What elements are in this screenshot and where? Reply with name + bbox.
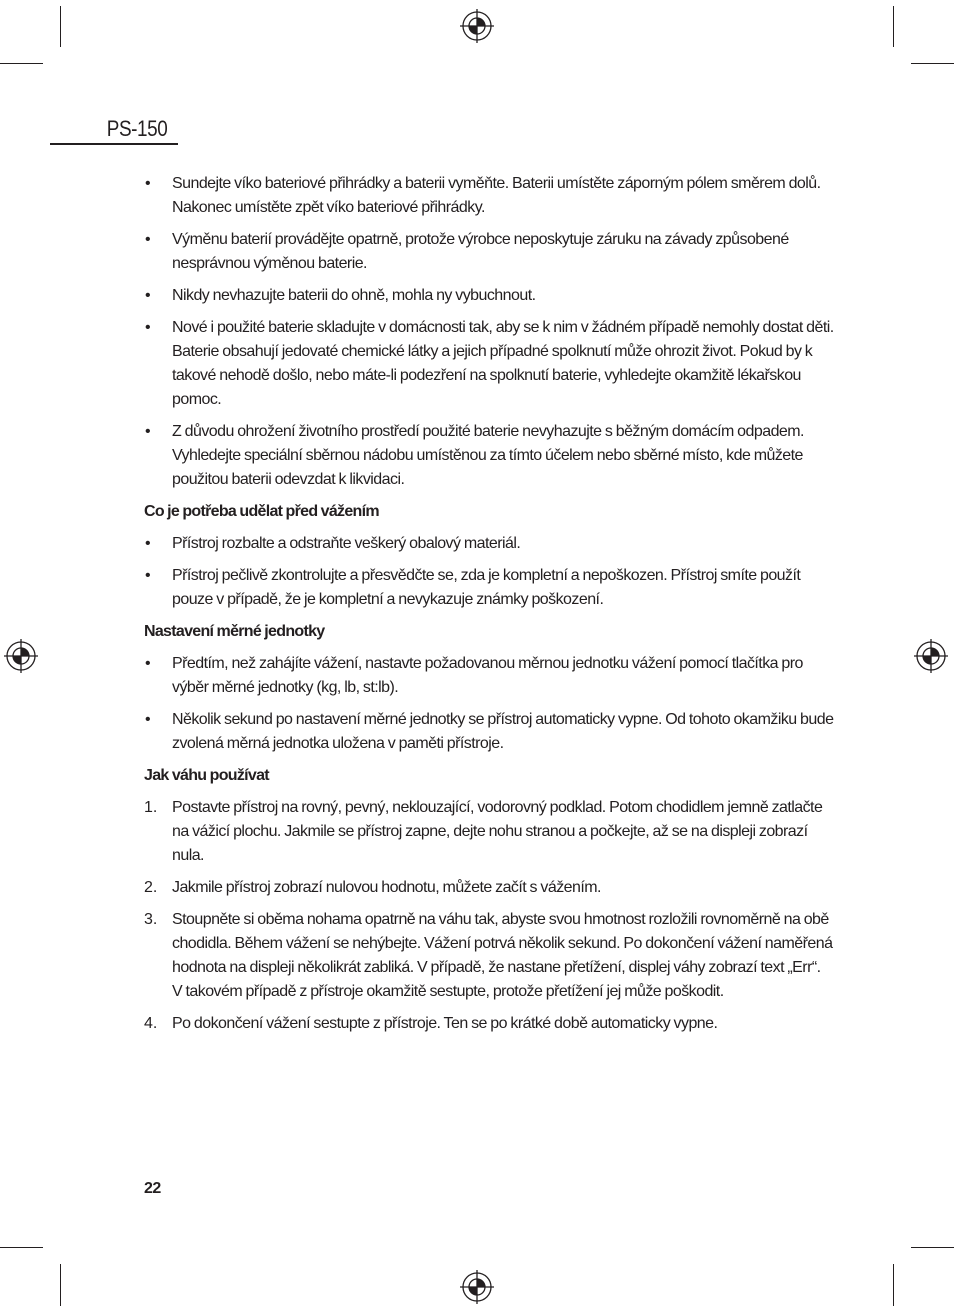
list-item <box>144 532 834 556</box>
list-item-text: Sundejte víko bateriové přihrádky a baterii vyměňte. Baterii umístěte záporným pólem směrem dolů. Nakonec umístěte zpět víko bateriové přihrádky. <box>172 175 821 216</box>
bullet-marker: • <box>145 535 151 552</box>
bullet-marker: • <box>145 319 151 336</box>
list-item <box>144 652 834 700</box>
document-body <box>144 172 834 1044</box>
section-heading-text: Co je potřeba udělat před vážením <box>144 503 379 520</box>
section-heading-text: Nastavení měrné jednotky <box>144 623 325 640</box>
list-item-text: Postavte přístroj na rovný, pevný, neklouzající, vodorovný podklad. Potom chodidlem jemně zatlačte na vážicí plochu. Jakmile se přístroj zapne, dejte nohu stranou a počkejte, až se na displeji zobrazí nula. <box>172 799 823 864</box>
bullet-marker: • <box>145 175 151 192</box>
list-item-text: Přístroj pečlivě zkontrolujte a přesvědčte se, zda je kompletní a nepoškozen. Přístroj smíte použít pouze v případě, že je kompletní a nevykazuje známky poškození. <box>172 567 801 608</box>
list-number: 1. <box>144 799 158 816</box>
registration-mark-icon <box>460 9 494 43</box>
list-item-text: Z důvodu ohrožení životního prostředí použité baterie nevyhazujte s běžným domácím odpadem. Vyhledejte speciální sběrnou nádobu umístěnou za tímto účelem nebo sběrné místo, kde můžete použitou baterii odevzdat k likvidaci. <box>172 423 804 488</box>
list-number: 4. <box>144 1015 158 1032</box>
crop-mark <box>911 1247 954 1248</box>
list-item-text: Několik sekund po nastavení měrné jednotky se přístroj automaticky vypne. Od tohoto okamžiku bude zvolená měrná jednotka uložena v paměti přístroje. <box>172 711 834 752</box>
model-header <box>50 116 178 145</box>
page-number: 22 <box>144 1180 161 1197</box>
list-item <box>144 228 834 276</box>
bullet-marker: • <box>145 655 151 672</box>
numbered-list-item <box>144 1012 834 1036</box>
registration-mark-icon <box>914 639 948 673</box>
list-item <box>144 316 834 412</box>
bullet-marker: • <box>145 231 151 248</box>
crop-mark <box>0 1247 43 1248</box>
crop-mark <box>893 1264 894 1306</box>
model-title: PS-150 <box>106 116 168 141</box>
list-item <box>144 564 834 612</box>
list-number: 2. <box>144 879 158 896</box>
list-item <box>144 172 834 220</box>
section-heading <box>144 764 834 788</box>
list-item-text: Nikdy nevhazujte baterii do ohně, mohla ny vybuchnout. <box>172 287 536 304</box>
bullet-marker: • <box>145 423 151 440</box>
crop-mark <box>911 63 954 64</box>
crop-mark <box>60 1264 61 1306</box>
list-item-text: Stoupněte si oběma nohama opatrně na váhu tak, abyste svou hmotnost rozložili rovnoměrně na obě chodidla. Během vážení se nehýbejte. Vážení potrvá několik sekund. Po dokončení vážení naměřená hodnota na displeji několikrát zabliká. V případě, že nastane přetížení, displej váhy zobrazí text „Err“. V takovém případě z přístroje okamžitě sestupte, protože přetížení jej může poškodit. <box>172 911 833 1000</box>
numbered-list-item <box>144 876 834 900</box>
crop-mark <box>893 6 894 47</box>
list-item <box>144 420 834 492</box>
bullet-marker: • <box>145 287 151 304</box>
numbered-list-item <box>144 796 834 868</box>
list-item-text: Výměnu baterií provádějte opatrně, protože výrobce neposkytuje záruku na závady způsobené nesprávnou výměnou baterie. <box>172 231 789 272</box>
list-item <box>144 284 834 308</box>
list-number: 3. <box>144 911 158 928</box>
list-item-text: Po dokončení vážení sestupte z přístroje. Ten se po krátké době automaticky vypne. <box>172 1015 718 1032</box>
registration-mark-icon <box>4 639 38 673</box>
registration-mark-icon <box>460 1270 494 1304</box>
crop-mark <box>0 63 43 64</box>
list-item-text: Přístroj rozbalte a odstraňte veškerý obalový materiál. <box>172 535 521 552</box>
list-item-text: Předtím, než zahájíte vážení, nastavte požadovanou měrnou jednotku vážení pomocí tlačítka pro výběr měrné jednotky (kg, lb, st:lb). <box>172 655 803 696</box>
bullet-marker: • <box>145 567 151 584</box>
section-heading <box>144 620 834 644</box>
numbered-list-item <box>144 908 834 1004</box>
section-heading-text: Jak váhu používat <box>144 767 269 784</box>
list-item-text: Jakmile přístroj zobrazí nulovou hodnotu, můžete začít s vážením. <box>172 879 601 896</box>
list-item-text: Nové i použité baterie skladujte v domácnosti tak, aby se k nim v žádném případě nemohly dostat děti. Baterie obsahují jedovaté chemické látky a jejich případné spolknutí může ohrozit život. Pokud by k takové nehodě došlo, nebo máte-li podezření na spolknutí baterie, vyhledejte okamžitě lékařskou pomoc. <box>172 319 834 408</box>
bullet-marker: • <box>145 711 151 728</box>
crop-mark <box>60 6 61 47</box>
list-item <box>144 708 834 756</box>
section-heading <box>144 500 834 524</box>
